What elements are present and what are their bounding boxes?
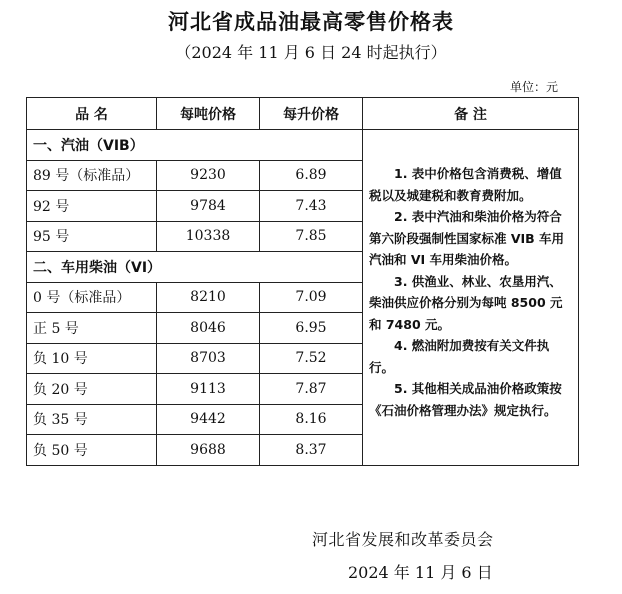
section-label: 二、车用柴油（VI）: [27, 252, 363, 283]
issuing-authority: 河北省发展和改革委员会: [312, 530, 494, 549]
price-per-liter: 7.87: [260, 374, 363, 405]
document-title: 河北省成品油最高零售价格表: [168, 10, 454, 34]
remarks-cell: [363, 130, 579, 466]
price-per-ton: 10338: [157, 221, 260, 252]
price-per-ton: 9688: [157, 435, 260, 466]
section-row-gasoline: [27, 130, 579, 161]
price-per-liter: 6.89: [260, 160, 363, 191]
issue-date: 2024 年 11 月 6 日: [348, 563, 493, 582]
price-per-ton: 8210: [157, 282, 260, 313]
product-name: 89 号（标准品）: [27, 160, 157, 191]
product-name: 0 号（标准品）: [27, 282, 157, 313]
price-per-ton: 9113: [157, 374, 260, 405]
price-table: [26, 97, 579, 466]
price-per-liter: 7.09: [260, 282, 363, 313]
product-name: 正 5 号: [27, 313, 157, 344]
price-per-ton: 9230: [157, 160, 260, 191]
header-name: 品 名: [27, 98, 157, 130]
header-per-ton: 每吨价格: [157, 98, 260, 130]
price-per-liter: 7.52: [260, 343, 363, 374]
product-name: 负 50 号: [27, 435, 157, 466]
product-name: 负 20 号: [27, 374, 157, 405]
header-remarks: 备 注: [363, 98, 579, 130]
price-per-liter: 6.95: [260, 313, 363, 344]
unit-label: 单位：元: [510, 80, 559, 94]
note-item: 1. 表中价格包含消费税、增值税以及城建税和教育费附加。: [369, 166, 562, 203]
header-per-liter: 每升价格: [260, 98, 363, 130]
table-header-row: [27, 98, 579, 130]
price-per-ton: 9442: [157, 404, 260, 435]
product-name: 负 35 号: [27, 404, 157, 435]
product-name: 负 10 号: [27, 343, 157, 374]
price-per-ton: 8046: [157, 313, 260, 344]
price-per-liter: 8.37: [260, 435, 363, 466]
note-item: 3. 供渔业、林业、农垦用汽、柴油供应价格分别为每吨 8500 元和 7480 元。: [369, 273, 563, 332]
note-item: 2. 表中汽油和柴油价格为符合第六阶段强制性国家标准 VIB 车用汽油和 VI 车用柴油价格。: [369, 209, 565, 267]
note-item: 4. 燃油附加费按有关文件执行。: [369, 338, 550, 375]
product-name: 95 号: [27, 221, 157, 252]
price-per-ton: 8703: [157, 343, 260, 374]
price-per-ton: 9784: [157, 191, 260, 222]
effective-time: （2024 年 11 月 6 日 24 时起执行）: [175, 43, 447, 62]
section-label: 一、汽油（VIB）: [27, 130, 363, 161]
price-per-liter: 7.43: [260, 191, 363, 222]
price-per-liter: 7.85: [260, 221, 363, 252]
price-per-liter: 8.16: [260, 404, 363, 435]
note-item: 5. 其他相关成品油价格政策按《石油价格管理办法》规定执行。: [369, 381, 562, 418]
product-name: 92 号: [27, 191, 157, 222]
